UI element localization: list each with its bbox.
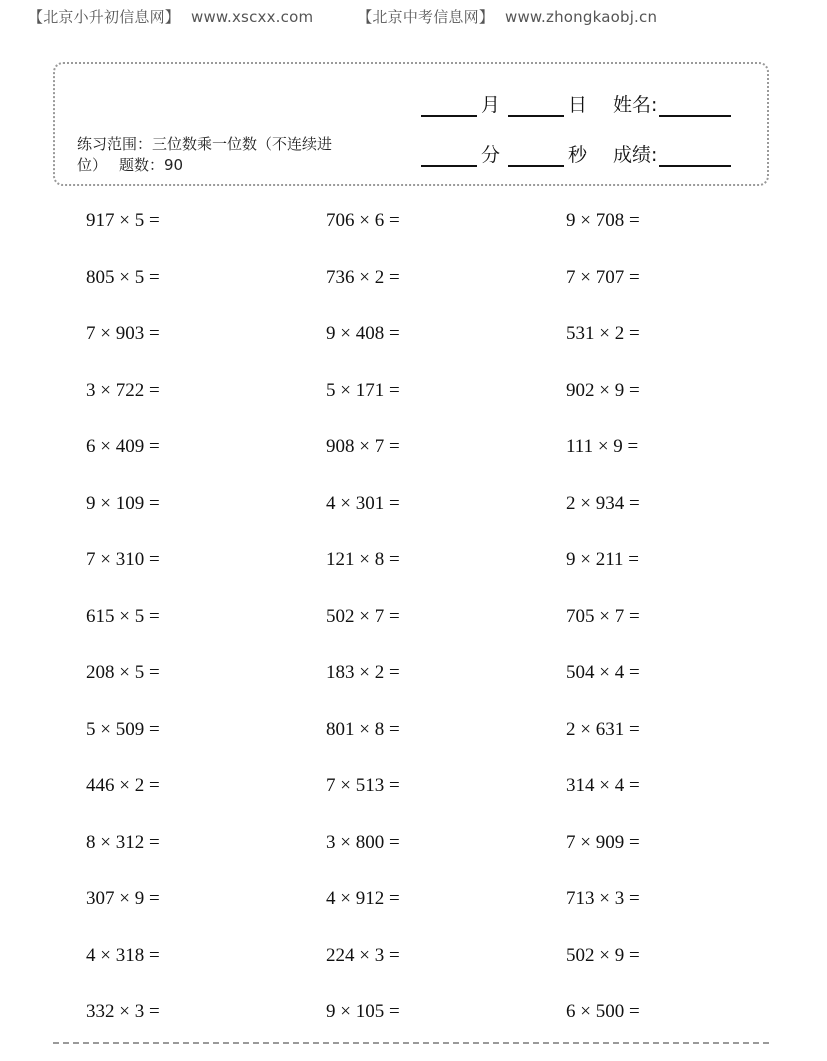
math-problem: 9 × 408 = [326, 323, 400, 344]
month-label: 月 [481, 94, 501, 116]
site2-name: 【北京中考信息网】 [357, 8, 495, 26]
math-problem: 7 × 909 = [566, 831, 640, 853]
math-problem: 908 × 7 = [326, 436, 400, 457]
time-score-row [421, 140, 731, 167]
math-problem: 902 × 9 = [566, 379, 640, 401]
math-problem: 706 × 6 = [326, 210, 400, 231]
math-problem: 3 × 800 = [326, 831, 400, 853]
math-problem: 2 × 934 = [566, 492, 640, 514]
problem-grid [86, 210, 806, 1058]
worksheet-header [53, 62, 769, 186]
math-problem: 7 × 310 = [86, 549, 160, 570]
math-problem: 208 × 5 = [86, 662, 160, 683]
site1-name: 【北京小升初信息网】 [28, 8, 181, 26]
math-problem: 4 × 912 = [326, 888, 400, 909]
practice-scope [77, 134, 337, 176]
math-problem: 705 × 7 = [566, 605, 640, 627]
math-problem: 7 × 707 = [566, 266, 640, 288]
site1-url[interactable]: www.xscxx.com [190, 8, 314, 26]
date-name-row [421, 90, 731, 117]
math-problem: 183 × 2 = [326, 662, 400, 683]
math-problem: 307 × 9 = [86, 888, 160, 909]
second-blank[interactable] [508, 145, 564, 167]
math-problem: 805 × 5 = [86, 266, 160, 288]
math-problem: 2 × 631 = [566, 718, 640, 740]
bottom-divider [53, 1042, 769, 1044]
math-problem: 7 × 903 = [86, 323, 160, 344]
minute-blank[interactable] [421, 145, 477, 167]
score-blank[interactable] [659, 145, 731, 167]
scope-text: 练习范围：三位数乘一位数（不连续进位） [77, 135, 333, 174]
name-blank[interactable] [659, 95, 731, 117]
math-problem: 121 × 8 = [326, 549, 400, 570]
minute-label: 分 [481, 144, 501, 166]
math-problem: 917 × 5 = [86, 210, 160, 231]
math-problem: 446 × 2 = [86, 775, 160, 796]
math-problem: 224 × 3 = [326, 944, 400, 966]
math-problem: 9 × 109 = [86, 492, 160, 514]
math-problem: 8 × 312 = [86, 831, 160, 853]
math-problem: 502 × 7 = [326, 605, 400, 627]
math-problem: 531 × 2 = [566, 323, 640, 344]
problem-count: 题数：90 [119, 156, 184, 174]
math-problem: 5 × 171 = [326, 379, 400, 401]
math-problem: 5 × 509 = [86, 718, 160, 740]
math-problem: 4 × 318 = [86, 944, 160, 966]
day-label: 日 [568, 94, 588, 116]
math-problem: 9 × 708 = [566, 210, 640, 231]
math-problem: 314 × 4 = [566, 775, 640, 796]
math-problem: 615 × 5 = [86, 605, 160, 627]
math-problem: 3 × 722 = [86, 379, 160, 401]
math-problem: 6 × 409 = [86, 436, 160, 457]
month-blank[interactable] [421, 95, 477, 117]
math-problem: 4 × 301 = [326, 492, 400, 514]
math-problem: 736 × 2 = [326, 266, 400, 288]
top-banner [28, 6, 663, 27]
math-problem: 7 × 513 = [326, 775, 400, 796]
day-blank[interactable] [508, 95, 564, 117]
second-label: 秒 [568, 144, 588, 166]
math-problem: 9 × 105 = [326, 1001, 400, 1022]
math-problem: 801 × 8 = [326, 718, 400, 740]
name-label: 姓名: [613, 94, 658, 116]
math-problem: 502 × 9 = [566, 944, 640, 966]
math-problem: 332 × 3 = [86, 1001, 160, 1022]
site2-url[interactable]: www.zhongkaobj.cn [505, 8, 658, 26]
math-problem: 713 × 3 = [566, 888, 640, 909]
math-problem: 504 × 4 = [566, 662, 640, 683]
score-label: 成绩: [613, 144, 658, 166]
math-problem: 6 × 500 = [566, 1001, 640, 1022]
math-problem: 111 × 9 = [566, 436, 639, 457]
math-problem: 9 × 211 = [566, 549, 639, 570]
